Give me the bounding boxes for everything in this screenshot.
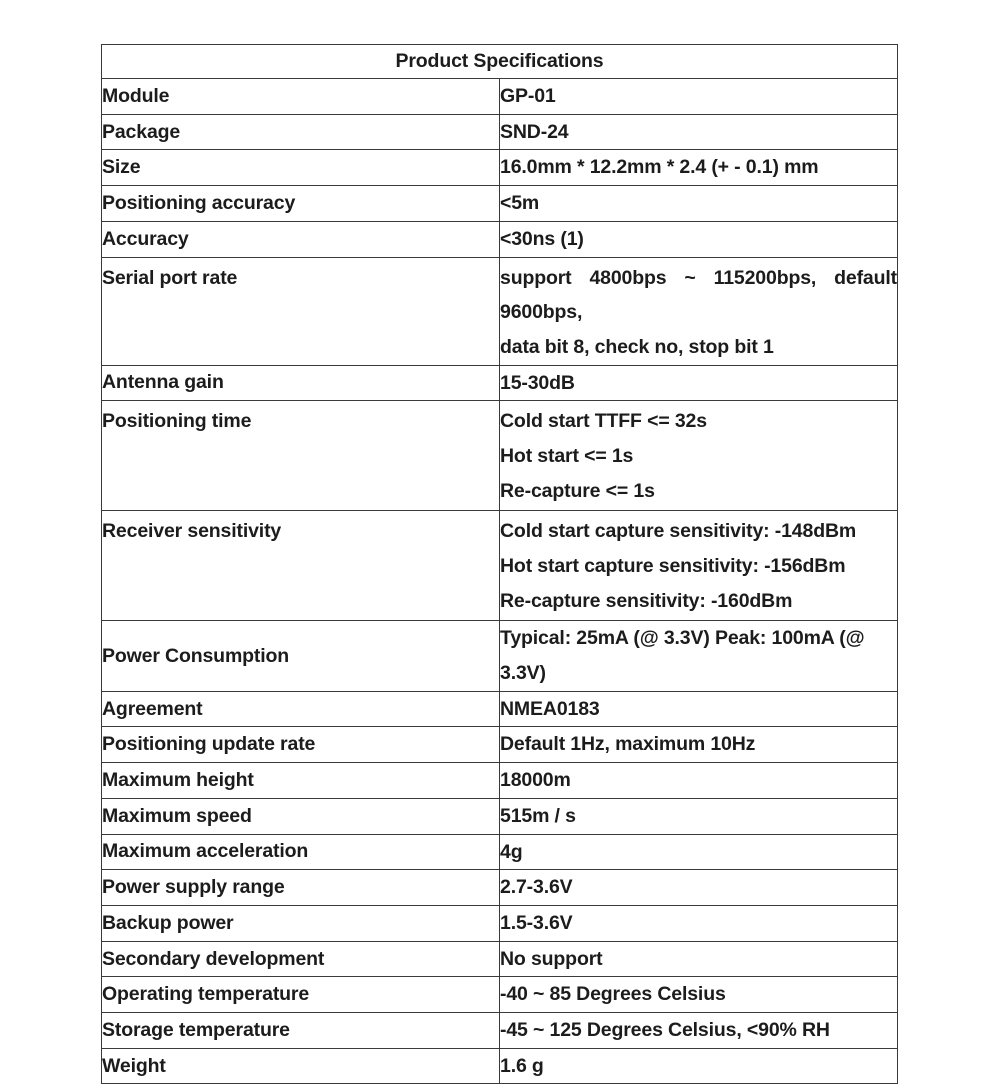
table-row <box>102 221 898 257</box>
spec-value <box>500 763 898 799</box>
table-row <box>102 150 898 186</box>
spec-value-line: NMEA0183 <box>500 697 600 720</box>
spec-label: Weight <box>102 1048 500 1084</box>
spec-value-line: 515m / s <box>500 804 576 827</box>
spec-value-line: -40 ~ 85 Degrees Celsius <box>500 983 726 1006</box>
spec-value <box>500 1048 898 1084</box>
spec-value-line: data bit 8, check no, stop bit 1 <box>500 335 774 358</box>
spec-value-line: GP-01 <box>500 85 556 107</box>
spec-value-line: 1.6 g <box>500 1054 544 1077</box>
spec-label: Positioning update rate <box>102 727 500 763</box>
spec-value-line: support 4800bps ~ 115200bps, default 9600bps, <box>500 266 897 324</box>
spec-value-line: -45 ~ 125 Degrees Celsius, <90% RH <box>500 1019 830 1042</box>
spec-value-line: SND-24 <box>500 120 569 143</box>
table-row <box>102 763 898 799</box>
table-row <box>102 186 898 222</box>
spec-value-line: Re-capture <= 1s <box>500 479 655 502</box>
spec-value <box>500 727 898 763</box>
spec-label: Positioning accuracy <box>102 186 500 222</box>
spec-value <box>500 621 898 691</box>
spec-label: Antenna gain <box>102 365 500 401</box>
spec-label: Agreement <box>102 691 500 727</box>
table-row <box>102 1013 898 1049</box>
spec-value-line: 16.0mm * 12.2mm * 2.4 (+ - 0.1) mm <box>500 156 819 179</box>
spec-label: Maximum speed <box>102 798 500 834</box>
spec-value <box>500 870 898 906</box>
spec-value-line: 15-30dB <box>500 371 575 394</box>
spec-label: Storage temperature <box>102 1013 500 1049</box>
spec-value-line: Hot start <= 1s <box>500 445 634 468</box>
table-title-row <box>102 45 898 79</box>
spec-value-line: Cold start TTFF <= 32s <box>500 410 707 433</box>
spec-value <box>500 221 898 257</box>
table-row <box>102 834 898 870</box>
spec-label: Receiver sensitivity <box>102 511 500 621</box>
spec-value <box>500 977 898 1013</box>
spec-label: Maximum height <box>102 763 500 799</box>
spec-label: Backup power <box>102 905 500 941</box>
spec-value-line: 4g <box>500 840 523 863</box>
table-row <box>102 257 898 365</box>
spec-value <box>500 114 898 150</box>
table-row <box>102 798 898 834</box>
table-row <box>102 870 898 906</box>
table-row <box>102 727 898 763</box>
spec-label: Positioning time <box>102 401 500 511</box>
product-specifications-table <box>101 44 898 1084</box>
spec-value <box>500 79 898 115</box>
table-row <box>102 511 898 621</box>
table-row <box>102 621 898 691</box>
spec-value-line: 1.5-3.6V <box>500 911 573 934</box>
table-title: Product Specifications <box>102 45 898 79</box>
spec-value <box>500 798 898 834</box>
spec-label: Power Consumption <box>102 621 500 691</box>
table-row <box>102 365 898 401</box>
spec-value <box>500 1013 898 1049</box>
table-row <box>102 977 898 1013</box>
spec-value <box>500 186 898 222</box>
spec-label: Maximum acceleration <box>102 834 500 870</box>
spec-value-line: 2.7-3.6V <box>500 876 573 899</box>
spec-label: Size <box>102 150 500 186</box>
spec-label: Module <box>102 79 500 115</box>
spec-value <box>500 511 898 621</box>
spec-value-line: 18000m <box>500 769 571 792</box>
spec-value <box>500 691 898 727</box>
spec-value <box>500 365 898 401</box>
table-row <box>102 1048 898 1084</box>
table-row <box>102 114 898 150</box>
spec-label: Accuracy <box>102 221 500 257</box>
spec-label: Power supply range <box>102 870 500 906</box>
spec-value-line: Re-capture sensitivity: -160dBm <box>500 589 793 612</box>
spec-value <box>500 257 898 365</box>
spec-value <box>500 401 898 511</box>
spec-label: Package <box>102 114 500 150</box>
spec-value-line: <5m <box>500 192 540 215</box>
spec-label: Serial port rate <box>102 257 500 365</box>
spec-value-line: Default 1Hz, maximum 10Hz <box>500 733 756 756</box>
table-row <box>102 79 898 115</box>
table-body <box>102 45 898 1084</box>
table-row <box>102 691 898 727</box>
spec-value-line: Hot start capture sensitivity: -156dBm <box>500 555 846 578</box>
table-row <box>102 401 898 511</box>
spec-value <box>500 834 898 870</box>
spec-value-line: <30ns (1) <box>500 227 584 250</box>
spec-label: Operating temperature <box>102 977 500 1013</box>
table-row <box>102 905 898 941</box>
spec-value-line: Cold start capture sensitivity: -148dBm <box>500 520 857 543</box>
spec-value <box>500 150 898 186</box>
spec-value-line: No support <box>500 947 603 970</box>
spec-label: Secondary development <box>102 941 500 977</box>
spec-value-line: Typical: 25mA (@ 3.3V) Peak: 100mA (@ 3.3V) <box>500 627 865 685</box>
spec-value <box>500 905 898 941</box>
table-row <box>102 941 898 977</box>
spec-value <box>500 941 898 977</box>
